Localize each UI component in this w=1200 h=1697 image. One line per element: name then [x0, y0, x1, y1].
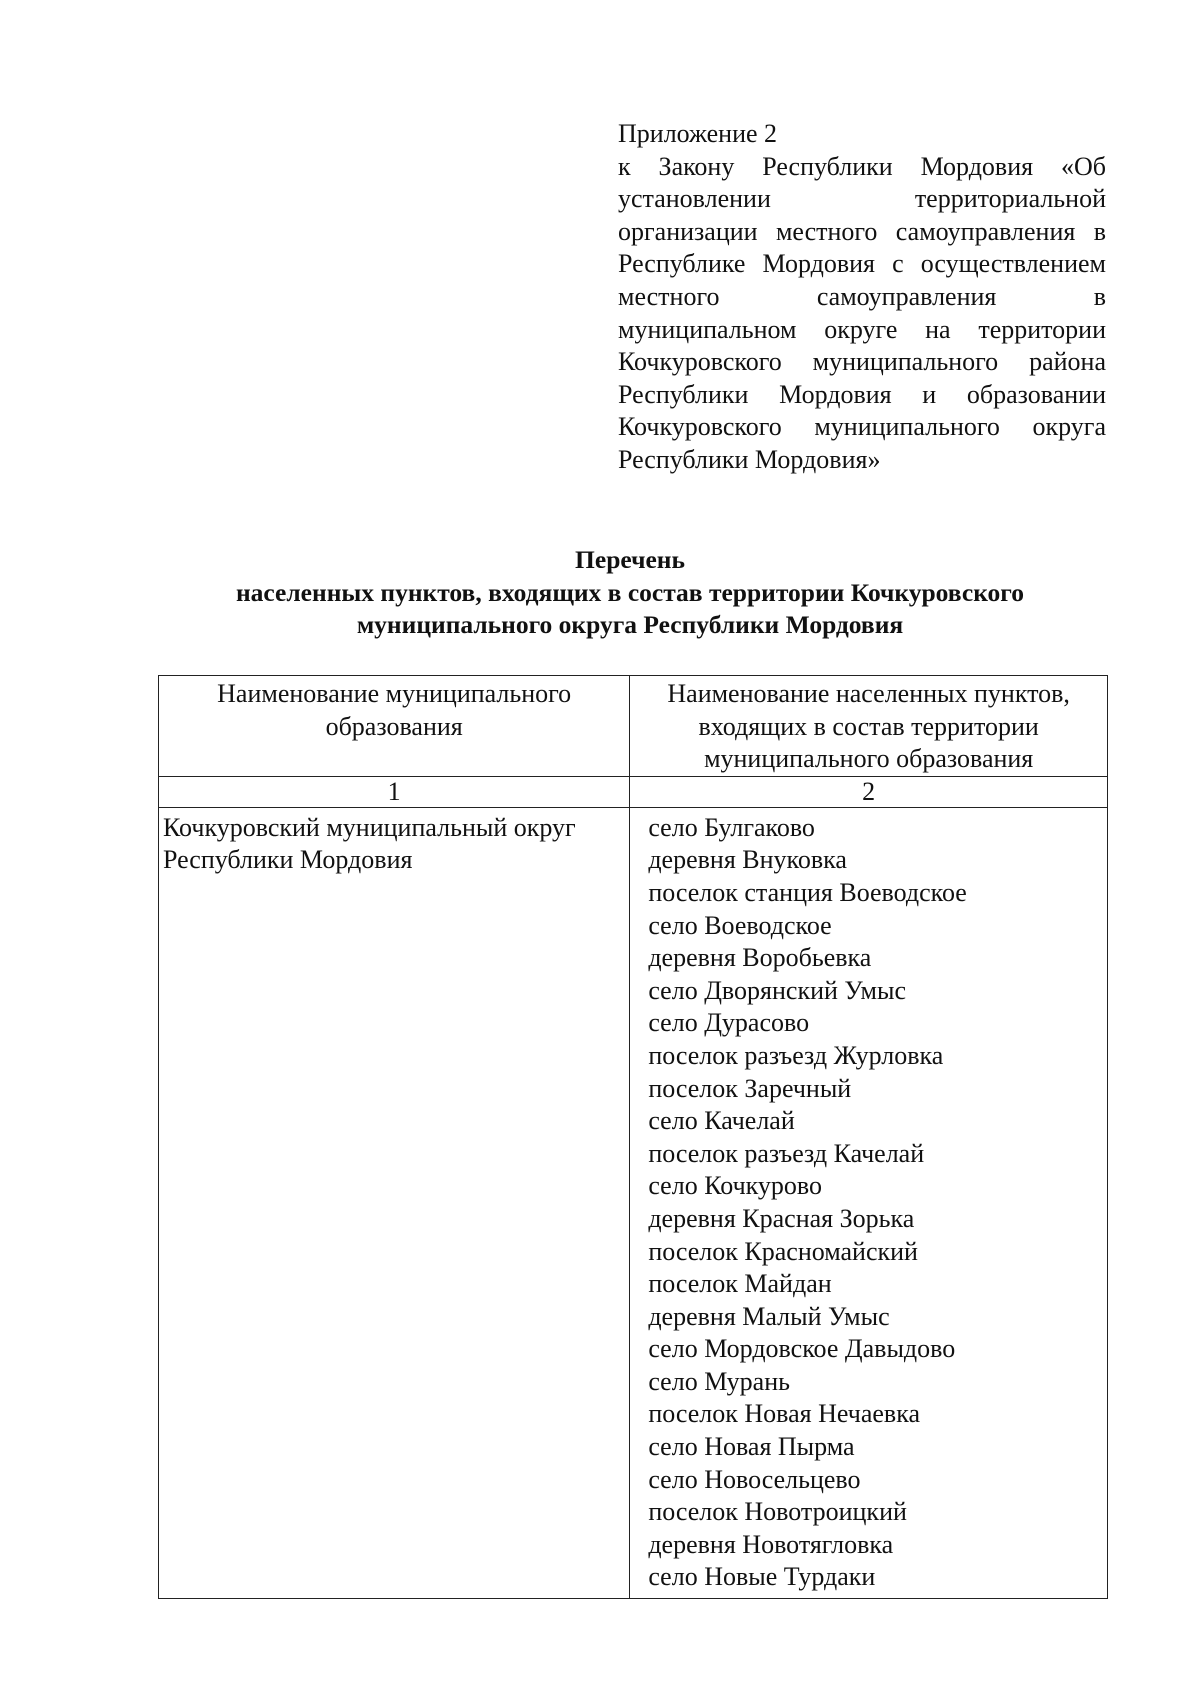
settlement-item: поселок Майдан [648, 1269, 832, 1299]
settlements-cell [630, 807, 1108, 1598]
settlements-table [158, 675, 1108, 1599]
settlement-item: село Кочкурово [648, 1171, 823, 1201]
column-header-settlements: Наименование населенных пунктов, входящих в состав территории муниципального образования [630, 676, 1108, 777]
table-header-row [159, 676, 1108, 777]
settlement-item: село Новая Пырма [648, 1432, 855, 1462]
settlement-item: село Дворянский Умыс [648, 975, 906, 1005]
settlement-item: деревня Новотягловка [648, 1529, 894, 1559]
document-heading [150, 544, 1110, 642]
settlement-item: поселок Красномайский [648, 1236, 918, 1266]
heading-title: Перечень [575, 545, 685, 574]
heading-subtitle-line-1: населенных пунктов, входящих в состав территории Кочкуровского [235, 577, 1024, 607]
table-number-row [159, 776, 1108, 807]
heading-subtitle-line-2: муниципального округа Республики Мордовия [356, 610, 904, 639]
settlement-item: село Новосельцево [648, 1464, 861, 1494]
settlement-item: село Качелай [648, 1106, 795, 1136]
table-row [159, 807, 1108, 1598]
appendix-title: Приложение 2 [618, 119, 778, 148]
settlement-item: поселок разъезд Журловка [648, 1040, 944, 1070]
settlement-item: село Дурасово [648, 1008, 810, 1038]
settlement-item: поселок разъезд Качелай [648, 1138, 925, 1168]
appendix-law-reference: к Закону Республики Мордовия «Об установлении территориальной организации местного самоуправления в Республике Мордовия с осуществлением местного самоуправления в муниципальном округе на территории Кочкуровского муниципального района Республики Мордовия и образовании Кочкуровского муниципального округа Республики Мордовия» [618, 151, 1106, 474]
settlement-item: село Мурань [648, 1366, 790, 1396]
municipality-cell: Кочкуровский муниципальный округ Республики Мордовия [159, 807, 630, 1598]
settlement-item: деревня Малый Умыс [648, 1301, 890, 1331]
settlement-item: поселок Новая Нечаевка [648, 1399, 920, 1429]
settlement-item: село Булгаково [648, 812, 815, 842]
settlement-item: поселок Новотроицкий [648, 1497, 907, 1527]
settlement-item: село Мордовское Давыдово [648, 1334, 956, 1364]
appendix-block [618, 118, 1106, 477]
settlement-item: деревня Красная Зорька [648, 1203, 915, 1233]
column-header-municipality: Наименование муниципального образования [159, 676, 630, 777]
column-number-1: 1 [159, 776, 630, 807]
column-number-2: 2 [630, 776, 1108, 807]
settlement-item: село Новые Турдаки [648, 1562, 876, 1592]
settlement-item: деревня Внуковка [648, 845, 847, 875]
settlement-item: деревня Воробьевка [648, 943, 872, 973]
settlement-item: село Воеводское [648, 910, 832, 940]
settlement-item: поселок станция Воеводское [648, 877, 967, 907]
settlement-item: поселок Заречный [648, 1073, 852, 1103]
